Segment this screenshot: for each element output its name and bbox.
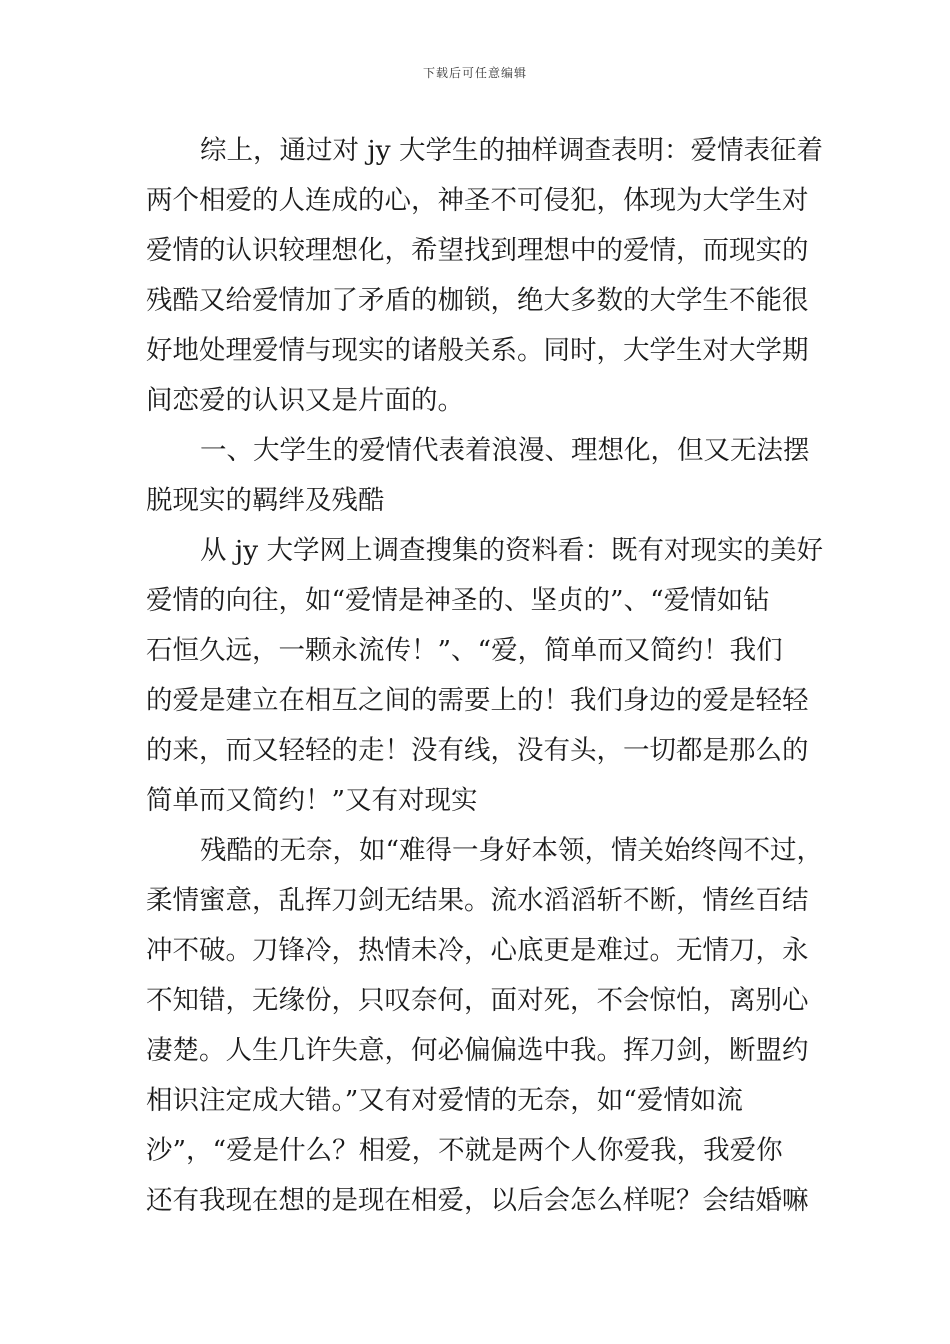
text-line: 间恋爱的认识又是片面的。 xyxy=(146,385,464,416)
text-line: 冲不破。刀锋冷，热情未冷，心底更是难过。无情刀，永 xyxy=(146,935,809,966)
text-line: 爱情的向往，如“爱情是神圣的、坚贞的”、“爱情如钻 xyxy=(146,585,770,616)
text-line: 石恒久远，一颗永流传！”、“爱，简单而又简约！我们 xyxy=(146,635,783,666)
text-line: 的爱是建立在相互之间的需要上的！我们身边的爱是轻轻 xyxy=(146,685,809,716)
text-line: 好地处理爱情与现实的诸般关系。同时，大学生对大学期 xyxy=(146,335,809,366)
text-line: 一、大学生的爱情代表着浪漫、理想化，但又无法摆 xyxy=(200,435,810,466)
text-line: 从 jy 大学网上调查搜集的资料看：既有对现实的美好 xyxy=(200,535,824,566)
text-line: 相识注定成大错。”又有对爱情的无奈，如“爱情如流 xyxy=(146,1085,743,1116)
text-line: 爱情的认识较理想化，希望找到理想中的爱情，而现实的 xyxy=(146,235,809,266)
section-heading xyxy=(146,426,814,526)
text-line: 脱现实的羁绊及残酷 xyxy=(146,485,385,516)
text-line: 简单而又简约！”又有对现实 xyxy=(146,785,478,816)
text-line: 不知错，无缘份，只叹奈何，面对死，不会惊怕，离别心 xyxy=(146,985,809,1016)
paragraph-survey xyxy=(146,526,824,826)
text-line: 凄楚。人生几许失意，何必偏偏选中我。挥刀剑，断盟约 xyxy=(146,1035,809,1066)
text-line: 柔情蜜意，乱挥刀剑无结果。流水滔滔斩不断，情丝百结 xyxy=(146,885,809,916)
text-line: 残酷又给爱情加了矛盾的枷锁，绝大多数的大学生不能很 xyxy=(146,285,809,316)
text-line: 两个相爱的人连成的心，神圣不可侵犯，体现为大学生对 xyxy=(146,185,809,216)
paragraph-summary xyxy=(146,126,824,426)
text-line: 还有我现在想的是现在相爱，以后会怎么样呢？会结婚嘛 xyxy=(146,1185,809,1216)
text-line: 残酷的无奈，如“难得一身好本领，情关始终闯不过， xyxy=(200,835,824,866)
document-body xyxy=(146,126,824,1226)
text-line: 沙”，“爱是什么？相爱，不就是两个人你爱我，我爱你 xyxy=(146,1135,783,1166)
text-line: 的来，而又轻轻的走！没有线，没有头，一切都是那么的 xyxy=(146,735,809,766)
paragraph-helplessness xyxy=(146,826,824,1226)
page-header: 下载后可任意编辑 xyxy=(422,66,527,80)
text-line: 综上，通过对 jy 大学生的抽样调查表明：爱情表征着 xyxy=(200,135,824,166)
